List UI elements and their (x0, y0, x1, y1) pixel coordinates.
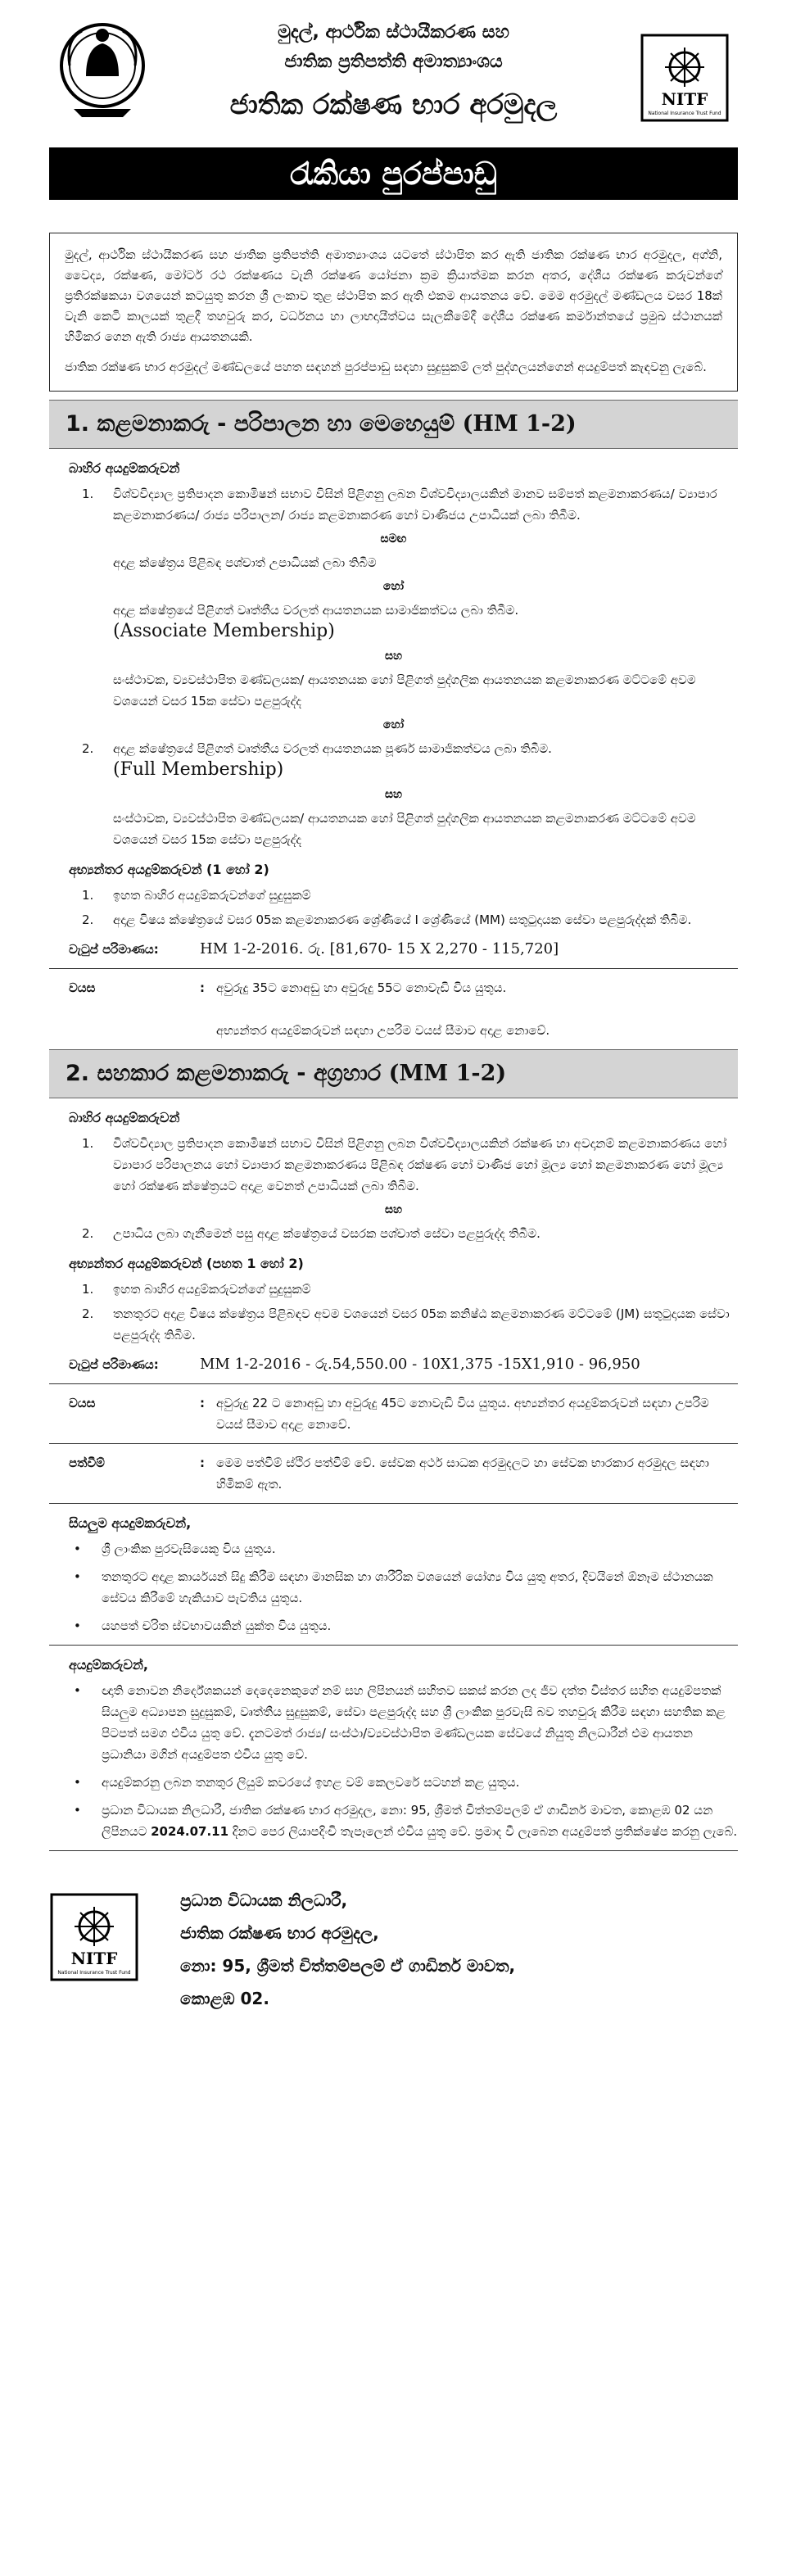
section1-salary: වැටුප් පරිමාණය: HM 1-2-2016. රු. [81,670- 15 X 2,270 - 115,720] (69, 939, 738, 960)
section1-header (49, 400, 738, 449)
applicants-bullet-1: • ඥාති නොවන නිර්දේශකයන් දෙදෙනෙකුගේ නම් සහ ලිපිනයන් සහිතව සකස් කරන ලද ජීව දත්ත විස්තර සහිත අයදුම්පතක් සියලුම අධ්‍යාපන සුදුසුකම්, වෘත්තීය සුදුසුකම්, සේවා පළපුරුද්ද සහ ශ්‍රී ලාංකික පුරවැසි බව තහවුරු කිරීම සඳහා සහතික කළ පිටපත් සමග එවිය යුතු වේ. දැනටමත් රාජ්‍ය/ සංස්ථා/ව්‍යවස්ථාපිත මණ්ඩලයක සේවයේ නියුතු නිලධාරීන් එම ආයතන ප්‍රධානියා මගින් අයදුම්පත එවිය යුතු වේ. (74, 1680, 738, 1765)
all-applicants-heading: සියලුම අයදුම්කරුවන්, (69, 1515, 192, 1531)
section1-conj-and-1: සහ (384, 650, 403, 663)
section1-salary-value: HM 1-2-2016. රු. [81,670- 15 X 2,270 - 115,720] (200, 940, 559, 958)
footer-line-1: ප්‍රධාන විධායක නිලධාරී, (180, 1890, 348, 1910)
section2-conj-and: සහ (384, 1203, 403, 1216)
section1-experience-2: සංස්ථාවක, ව්‍යවස්ථාපිත මණ්ඩලයක/ ආයතනයක හෝ පිළිගත් පුද්ගලික ආයතනයක කළමනාකරණ මට්ටමේ අවම වශයෙන් වසර 15ක සේවා පළපුරුද්ද (113, 811, 696, 847)
section1-conj-and-2: සහ (384, 788, 403, 801)
divider (49, 1383, 738, 1384)
section2-header (49, 1049, 738, 1098)
section1-age: වයස : අවුරුදු 35ට නොඅඩු හා අවුරුදු 55ට නොවැඩි විය යුතුය. අභ්‍යන්තර අයදුම්කරුවන් සඳහා උපරිම වයස් සීමාව අදාළ නොවේ. (69, 980, 550, 1038)
applicants-bullet-3: • ප්‍රධාන විධායක නිලධාරී, ජාතික රක්ෂණ භාර අරමුදල, නො: 95, ශ්‍රීමත් චිත්තම්පලම් ඒ ගාඩිනර් මාවත, කොළඹ 02 යන ලිපිනයට 2024.07.11 දිනට පෙර ලියාපදිංචි තැපෑලෙන් එවිය යුතු වේ. ප්‍රමාද වී ලැබෙන අයදුම්පත් ප්‍රතික්ෂේප කරනු ලැබේ. (74, 1800, 738, 1842)
footer-line-3: නො: 95, ශ්‍රීමත් චිත්තම්පලම් ඒ ගාඩිනර් මාවත, (180, 1956, 516, 1976)
ministry-title (180, 18, 607, 128)
section1-conj-or-2: හෝ (382, 718, 405, 731)
appointment-text: මෙම පත්වීම් ස්ථිර පත්වීම් වේ. සේවක අර්ථ සාධක අරමුදලට හා සේවක භාරකාර අරමුදල සඳහා හිමිකම් ඇත. (216, 1456, 709, 1492)
section1-int-item-2: 2. අදාළ විෂය ක්ෂේත්‍රයේ වසර 05ක කළමනාකරණ ශ්‍රේණියේ I ශ්‍රේණියේ (MM) සතුටුදායක සේවා පළපුරුද්දක් තිබීම. (82, 912, 692, 927)
divider (49, 1443, 738, 1444)
footer-line-4: කොළඹ 02. (180, 1989, 269, 2008)
sri-lanka-emblem-icon (57, 15, 147, 121)
fund-name: ජාතික රක්ෂණ භාර අරමුදල (229, 88, 558, 121)
all-applicants-bullet-1: • ශ්‍රී ලාංකික පුරවැසියෙකු විය යුතුය. (74, 1538, 738, 1560)
divider (49, 1645, 738, 1646)
bullet-icon: • (74, 1618, 81, 1633)
svg-text:NITF: NITF (70, 1949, 118, 1968)
section2-age: වයස : අවුරුදු 22 ට නොඅඩු හා අවුරුදු 45ට නොවැඩි විය යුතුය. අභ්‍යන්තර අයදුම්කරුවන් සඳහා උපරිම වයස් සීමාව අදාළ නොවේ. (69, 1392, 738, 1435)
applicants-bullet-2: • අයදුම්කරනු ලබන තනතුර ලියුම් කවරයේ ඉහළ වම් කෙලවරේ සටහන් කළ යුතුය. (74, 1772, 738, 1793)
section2-int-item-2: 2. තනතුරට අදාළ විෂය ක්ෂේත්‍රය පිළිබඳව අවම වශයෙන් වසර 05ක කනිෂ්ඨ කළමනාකරණ මට්ටමේ (JM) සතුටුදායක සේවා පළපුරුද්ද තිබීම. (82, 1306, 730, 1342)
nitf-logo-icon (640, 33, 730, 123)
section1-int-item-1: 1. ඉහත බාහිර අයදුම්කරුවන්ගේ සුදුසුකම් (82, 888, 311, 903)
appointment: පත්වීම් : මෙම පත්වීම් ස්ථිර පත්වීම් වේ. සේවක අර්ථ සාධක අරමුදලට හා සේවක භාරකාර අරමුදල සඳහා හිමිකම් ඇත. (69, 1452, 738, 1495)
associate-membership-term: (Associate Membership) (113, 621, 335, 641)
section1-internal-heading: අභ්‍යන්තර අයදුම්කරුවන් (1 හෝ 2) (69, 862, 269, 877)
bullet-icon: • (74, 1542, 81, 1556)
section2-code: (MM 1-2) (388, 1061, 507, 1086)
section2-internal-heading: අභ්‍යන්තර අයදුම්කරුවන් (පහත 1 හෝ 2) (69, 1256, 304, 1271)
all-applicants-bullet-3: • යහපත් චරිත ස්වභාවයකින් යුක්ත විය යුතුය. (74, 1615, 738, 1637)
section2-salary: වැටුප් පරිමාණය: MM 1-2-2016 - රු.54,550.00 - 10X1,375 -15X1,910 - 96,950 (69, 1354, 738, 1375)
section2-external-heading: බාහිර අයදුම්කරුවන් (69, 1110, 180, 1125)
footer-line-2: ජාතික රක්ෂණ භාර අරමුදල, (180, 1923, 379, 1943)
section1-ext-item-2: 2. අදාළ ක්ෂේත්‍රයේ පිළිගත් වෘත්තීය වරලත් ආයතනයක පූර්ණ සාමාජිකත්වය ලබා තිබීම. (Full Membership) (82, 741, 552, 780)
section2-ext-item-1: 1. විශ්වවිද්‍යාල ප්‍රතිපාදන කොමිෂන් සභාව විසින් පිළිගනු ලබන විශ්වවිද්‍යාලයකින් රක්ෂණ හා අවදානම් කළමනාකරණය හෝ ව්‍යාපාර පරිපාලනය හෝ ව්‍යාපාර කළමනාකරණය පිළිබඳ රක්ෂණ හෝ වාණිජ හෝ මූල්‍ය හෝ කළමනාකරණ හෝ මූල්‍ය හෝ රක්ෂණ ක්ෂේත්‍රයට අදාළ වෙනත් උපාධියක් ලබා තිබීම. (82, 1136, 727, 1193)
divider (49, 968, 738, 969)
closing-date: 2024.07.11 (151, 1824, 229, 1839)
section1-conj-with: සමඟ (380, 532, 407, 546)
section1-experience-1: සංස්ථාවක, ව්‍යවස්ථාපිත මණ්ඩලයක/ ආයතනයක හෝ පිළිගත් පුද්ගලික ආයතනයක කළමනාකරණ මට්ටමේ අවම වශයෙන් වසර 15ක සේවා පළපුරුද්ද (113, 672, 696, 709)
section1-ext-item-1: 1. විශ්වවිද්‍යාල ප්‍රතිපාදන කොමිෂන් සභාව විසින් පිළිගනු ලබන විශ්වවිද්‍යාලයකින් මානව සම්පත් කළමනාකරණය/ ව්‍යාපාර කළමනාකරණය/ රාජ්‍ය පරිපාලන/ රාජ්‍ය කළමනාකරණ හෝ වාණිජය උපාධියක් ලබා තිබීම. (82, 487, 717, 523)
footer-address (180, 1884, 515, 2015)
footer (49, 1876, 738, 2040)
ministry-line1: මුදල්, ආර්ථික ස්ථායීකරණ සහ (278, 22, 509, 43)
vacancies-banner: රැකියා පුරප්පාඩු (49, 147, 738, 200)
section2-int-item-1: 1. ඉහත බාහිර අයදුම්කරුවන්ගේ සුදුසුකම් (82, 1282, 311, 1297)
svg-text:National Insurance Trust Fund: National Insurance Trust Fund (648, 111, 721, 116)
svg-text:National Insurance Trust Fund: National Insurance Trust Fund (57, 1970, 131, 1976)
section2-salary-value: MM 1-2-2016 - රු.54,550.00 - 10X1,375 -15X1,910 - 96,950 (200, 1356, 640, 1373)
section1-conj-or-1: හෝ (382, 580, 405, 593)
section1-external-heading: බාහිර අයදුම්කරුවන් (69, 460, 180, 476)
section2-title: 2. සහකාර කළමනාකරු - අග්‍රහාර (66, 1061, 389, 1086)
applicants-heading: අයදුම්කරුවන්, (69, 1657, 148, 1673)
section1-postgrad: අදාළ ක්ෂේත්‍රය පිළිබඳ පශ්චාත් උපාධියක් ලබා තිබීම (113, 555, 377, 570)
section1-age-line-1: අවුරුදු 35ට නොඅඩු හා අවුරුදු 55ට නොවැඩි විය යුතුය. (216, 980, 507, 995)
bullet-icon: • (74, 1775, 81, 1790)
divider (49, 1850, 738, 1851)
bullet-icon: • (74, 1569, 81, 1584)
section1-age-line-2: අභ්‍යන්තර අයදුම්කරුවන් සඳහා උපරිම වයස් සීමාව අදාළ නොවේ. (216, 1023, 550, 1038)
ministry-line2: ජාතික ප්‍රතිපත්ති අමාත්‍යාංශය (284, 52, 503, 72)
section1-associate: අදාළ ක්ෂේත්‍රයේ පිළිගත් වෘත්තීය වරලත් ආයතනයක සාමාජිකත්වය ලබා තිබීම. (Associate Membership) (113, 603, 519, 641)
full-membership-term: (Full Membership) (113, 759, 284, 780)
intro-box (49, 233, 738, 392)
bullet-icon: • (74, 1803, 81, 1818)
intro-paragraph-2: ජාතික රක්ෂණ භාර අරමුදල් මණ්ඩලයේ පහත සඳහන් පුරප්පාඩු සඳහා සුදුසුකම් ලත් පුද්ගලයන්ගෙන් අයදුම්පත් කැඳවනු ලැබේ. (65, 360, 707, 374)
section2-ext-item-2: 2. උපාධිය ලබා ගැනීමෙන් පසු අදාළ ක්ෂේත්‍රයේ වසරක පශ්චාත් සේවා පළපුරුද්ද තිබීම. (82, 1226, 540, 1241)
svg-text:NITF: NITF (661, 89, 708, 109)
intro-paragraph-1: මුදල්, ආර්ථික ස්ථායීකරණ සහ ජාතික ප්‍රතිපත්ති අමාත්‍යාංශය යටතේ ස්ථාපිත කර ඇති ජාතික රක්ෂණ භාර අරමුදල, අග්නි, වෛද්‍ය, රක්ෂණ, මෝටර් රථ රක්ෂණය වැනි රක්ෂණ යෝජනා ක්‍රම ක්‍රියාත්මක කරන අතර, දේශීය රක්ෂණ කරුවන්ගේ ප්‍රතිරක්ෂකයා වශයෙන් කටයුතු කරන ශ්‍රී ලංකාව තුළ ස්ථාපිත කර ඇති එකම ආයතනය වේ. මෙම අරමුදල් මණ්ඩලය වසර 18ක් වැනි කෙටි කාලයක් තුළදී තහවුරු කර, වර්ධනය හා ලාභදායීත්වය සැලකීමේදී දේශීය රක්ෂණ කර්මාන්තයේ ප්‍රමුඛ ස්ථානයක් හිමිකර ගෙන ඇති රාජ්‍ය ආයතනයකි. (65, 247, 722, 344)
bullet-icon: • (74, 1683, 81, 1698)
divider (49, 1503, 738, 1504)
section2-age-line-1: අවුරුදු 22 ට නොඅඩු හා අවුරුදු 45ට නොවැඩි විය යුතුය. අභ්‍යන්තර අයදුම්කරුවන් සඳහා උපරිම වයස් සීමාව අදාළ නොවේ. (216, 1396, 709, 1432)
section1-code: (HM 1-2) (462, 411, 577, 437)
all-applicants-bullet-2: • තනතුරට අදාළ කාර්යයන් සිදු කිරීම සඳහා මානසික හා ශාරීරික වශයෙන් යෝග්‍ය විය යුතු අතර, දිවයිනේ ඕනෑම ස්ථානයක සේවය කිරීමේ හැකියාව පැවතිය යුතුය. (74, 1566, 738, 1609)
section1-title: 1. කළමනාකරු - පරිපාලන හා මෙහෙයුම් (66, 411, 463, 437)
nitf-logo-icon (49, 1892, 139, 1982)
header (49, 0, 738, 147)
